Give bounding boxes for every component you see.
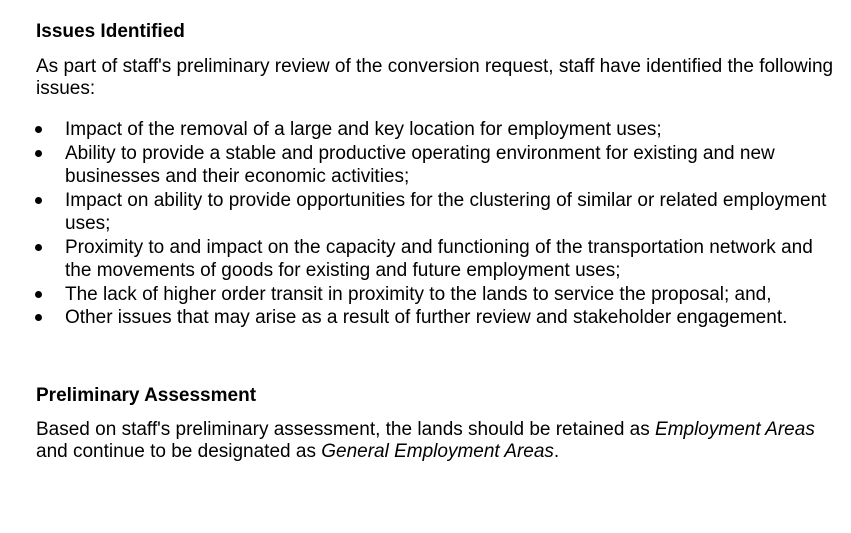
- issues-list: [0, 118, 851, 330]
- issues-intro-paragraph: As part of staff's preliminary review of the conversion request, staff have identified the following issues:: [36, 56, 834, 99]
- assessment-text-part3: .: [553, 441, 560, 462]
- preliminary-assessment-heading: Preliminary Assessment: [36, 385, 257, 406]
- assessment-text-part2: and continue to be designated as: [36, 441, 322, 462]
- assessment-italic-general-employment-areas: General Employment Areas: [321, 441, 554, 462]
- list-item-text: Other issues that may arise as a result of further review and stakeholder engagement.: [65, 307, 788, 328]
- list-item-text: Impact on ability to provide opportunities for the clustering of similar or related employment uses;: [65, 189, 827, 234]
- list-item-text: Impact of the removal of a large and key location for employment uses;: [65, 119, 662, 140]
- list-item: [0, 142, 835, 189]
- bullet-icon: [35, 150, 42, 157]
- assessment-text-part1: Based on staff's preliminary assessment, the lands should be retained as: [36, 419, 656, 440]
- list-item: [0, 236, 835, 283]
- list-item: [0, 118, 835, 142]
- list-item: [0, 189, 835, 236]
- bullet-icon: [35, 244, 42, 251]
- bullet-icon: [35, 126, 42, 133]
- assessment-italic-employment-areas: Employment Areas: [655, 419, 815, 440]
- list-item-text: Ability to provide a stable and productive operating environment for existing and new businesses and their economic activities;: [65, 142, 775, 187]
- list-item: [0, 283, 835, 307]
- list-item-text: Proximity to and impact on the capacity and functioning of the transportation network and the movements of goods for existing and future employment uses;: [65, 236, 813, 281]
- bullet-icon: [35, 197, 42, 204]
- assessment-paragraph: [36, 419, 836, 463]
- bullet-icon: [35, 314, 42, 321]
- list-item-text: The lack of higher order transit in proximity to the lands to service the proposal; and,: [65, 283, 772, 305]
- bullet-icon: [35, 291, 42, 298]
- issues-identified-heading: Issues Identified: [36, 21, 185, 42]
- list-item: [0, 306, 835, 330]
